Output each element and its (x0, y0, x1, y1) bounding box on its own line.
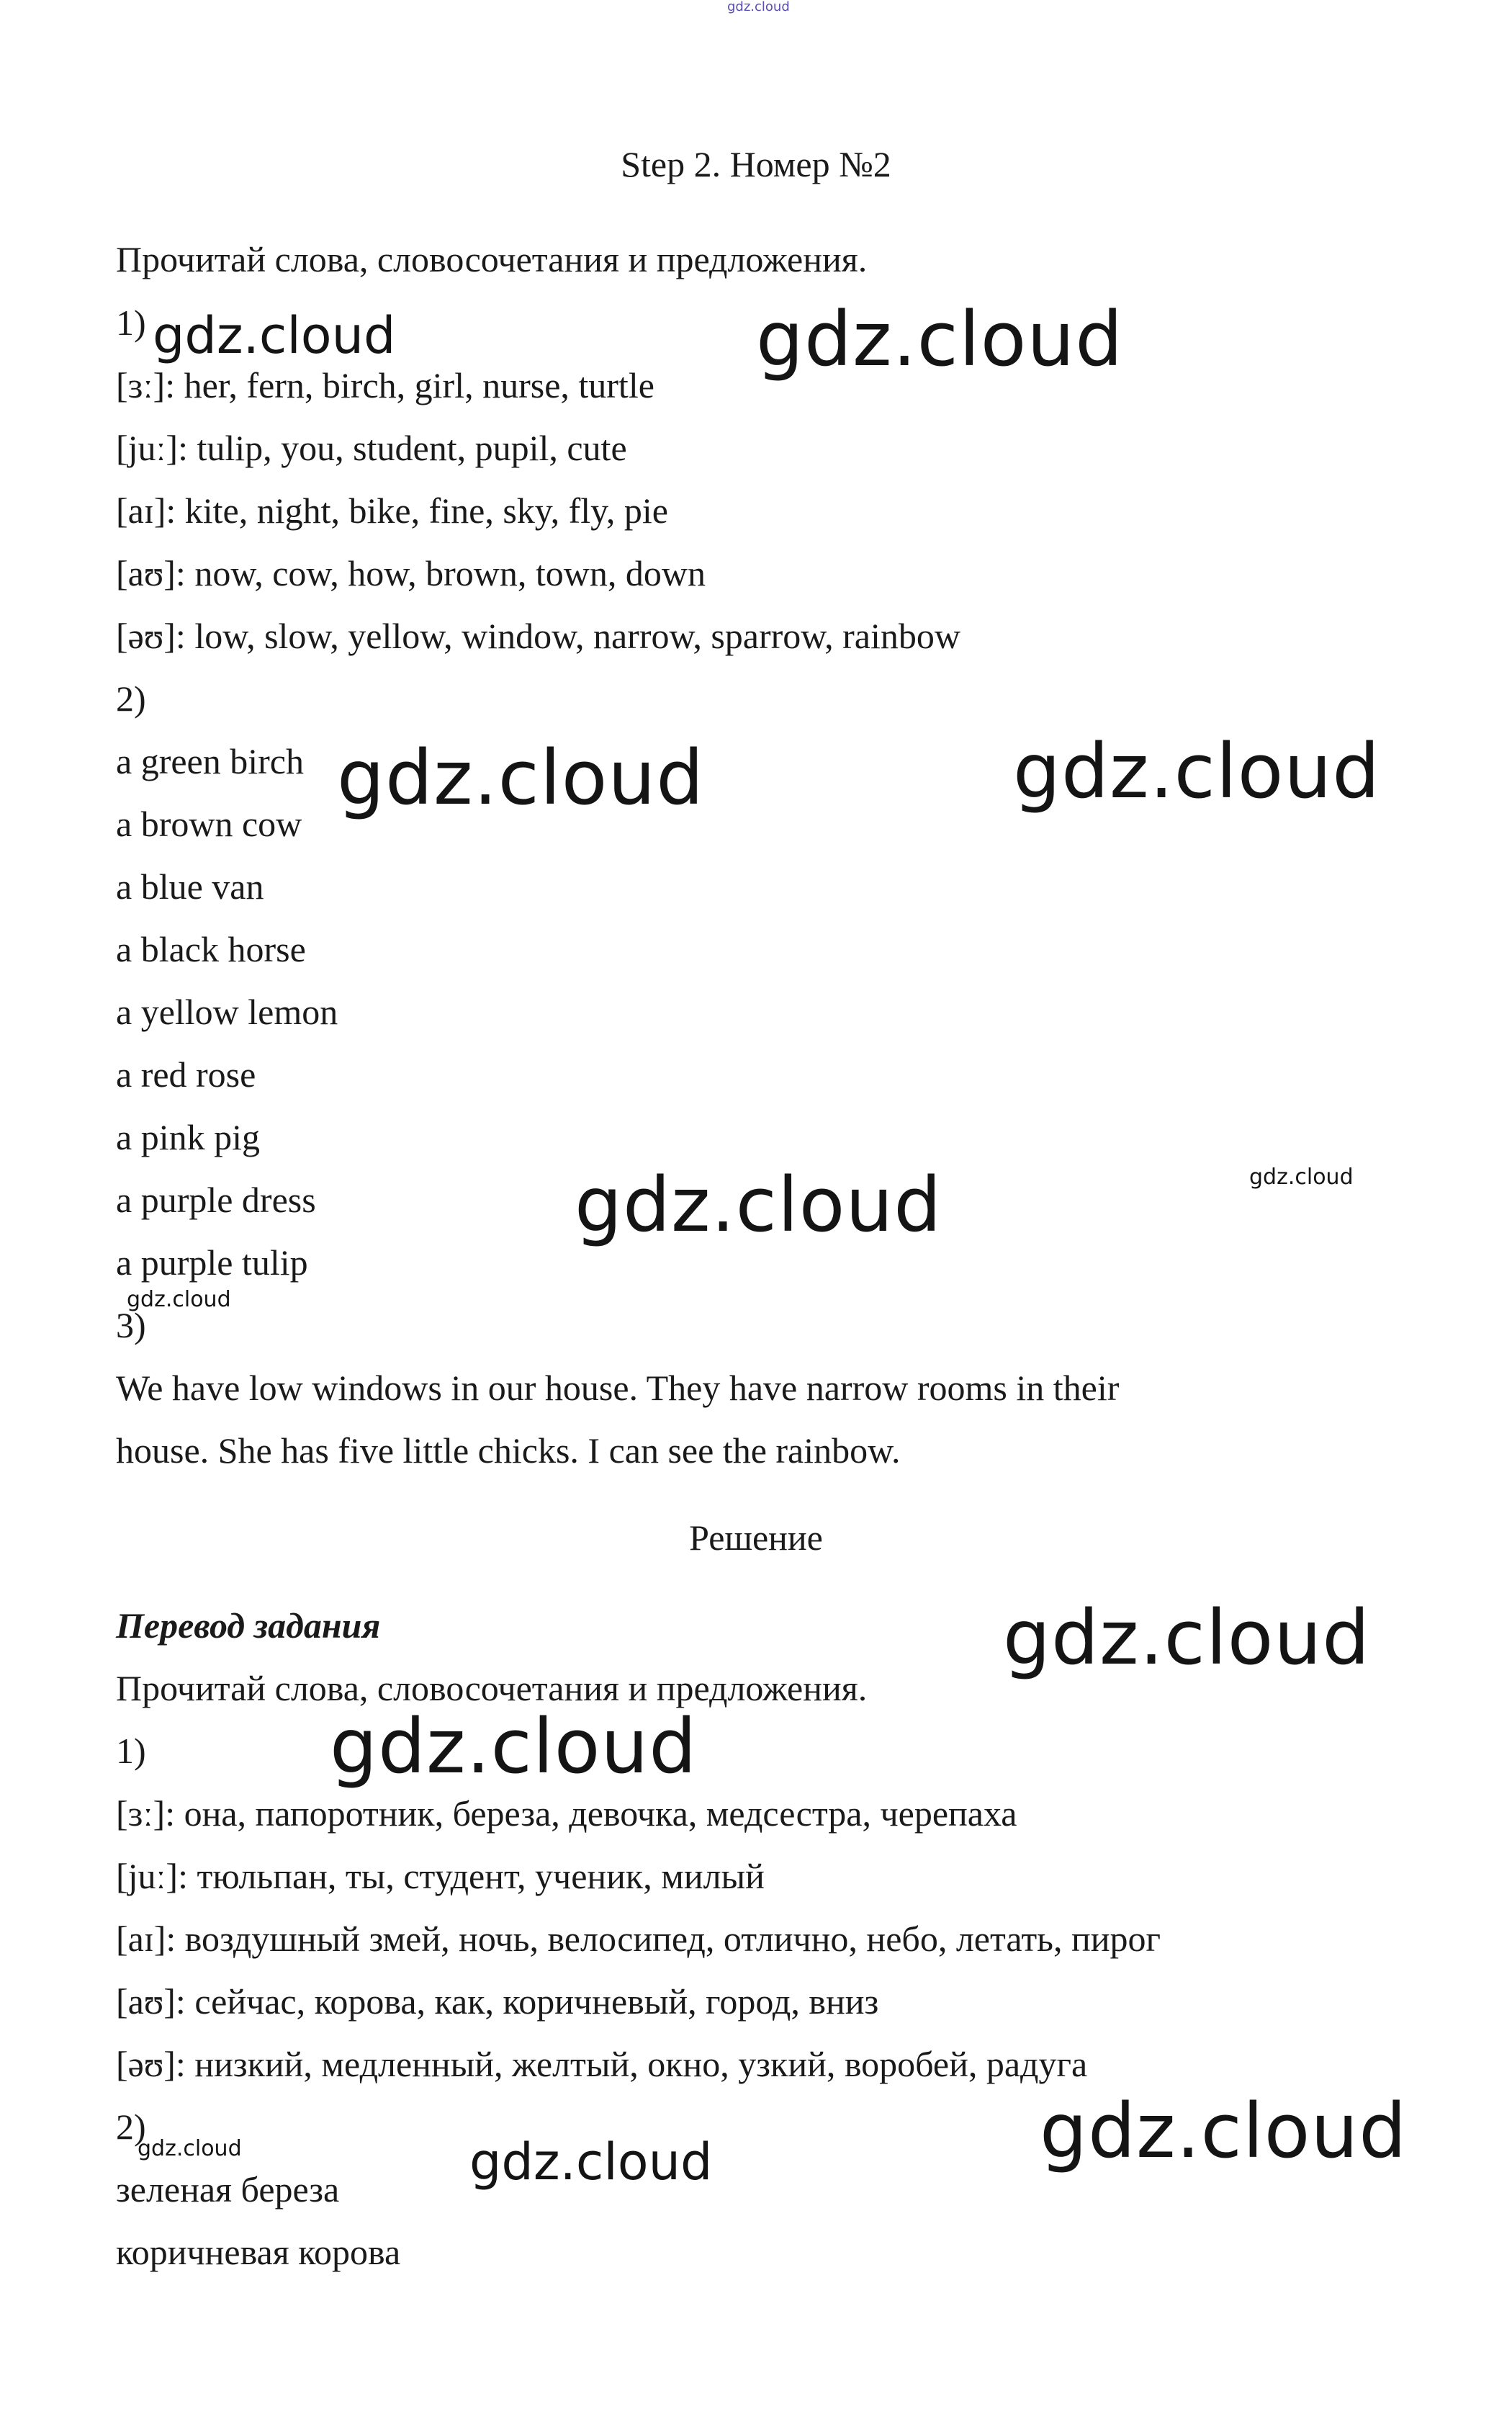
watermark: gdz.cloud (575, 1161, 942, 1249)
task-part1-line: [ɜː]: her, fern, birch, girl, nurse, turtle (116, 365, 654, 405)
task-part2-item: a red rose (116, 1054, 256, 1095)
watermark: gdz.cloud (330, 1703, 698, 1790)
solution-part1-line: [aʊ]: сейчас, корова, как, коричневый, город, вниз (116, 1981, 879, 2022)
task-part2-item: a blue van (116, 866, 264, 907)
solution-instruction: Прочитай слова, словосочетания и предложения. (116, 1668, 868, 1708)
watermark: gdz.cloud (1249, 1165, 1354, 1190)
solution-part1-label: 1) (116, 1731, 146, 1771)
task-part3-text: We have low windows in our house. They have narrow rooms in their (116, 1368, 1120, 1408)
task-part2-item: a black horse (116, 929, 306, 969)
watermark: gdz.cloud (153, 306, 396, 365)
task-part2-item: a purple tulip (116, 1242, 308, 1283)
task-part3-text: house. She has five little chicks. I can see the rainbow. (116, 1430, 901, 1471)
task-part2-label: 2) (116, 678, 146, 719)
task-part1-line: [aɪ]: kite, night, bike, fine, sky, fly, pie (116, 490, 668, 531)
solution-part1-line: [ɜː]: она, папоротник, береза, девочка, медсестра, черепаха (116, 1793, 1017, 1834)
watermark: gdz.cloud (1003, 1594, 1371, 1682)
task-part1-line: [juː]: tulip, you, student, pupil, cute (116, 428, 627, 468)
solution-heading: Решение (689, 1517, 823, 1558)
watermark: gdz.cloud (1040, 2087, 1408, 2175)
watermark: gdz.cloud (337, 734, 705, 822)
task-part2-item: a brown cow (116, 804, 302, 844)
task-instruction: Прочитай слова, словосочетания и предложения. (116, 239, 868, 279)
watermark: gdz.cloud (727, 0, 790, 14)
watermark: gdz.cloud (756, 295, 1124, 383)
solution-part1-line: [juː]: тюльпан, ты, студент, ученик, милый (116, 1856, 765, 1896)
translation-heading: Перевод задания (116, 1605, 381, 1646)
solution-part1-line: [əʊ]: низкий, медленный, желтый, окно, узкий, воробей, радуга (116, 2044, 1088, 2084)
task-part2-item: a green birch (116, 741, 304, 781)
solution-part2-item: зеленая береза (116, 2169, 340, 2210)
watermark: gdz.cloud (1013, 727, 1381, 815)
watermark: gdz.cloud (127, 1287, 231, 1312)
task-part2-item: a pink pig (116, 1117, 260, 1157)
task-part1-label: 1) (116, 302, 146, 343)
task-part2-item: a yellow lemon (116, 992, 338, 1032)
watermark: gdz.cloud (138, 2136, 242, 2161)
watermark: gdz.cloud (469, 2132, 713, 2192)
solution-part2-item: коричневая корова (116, 2232, 401, 2272)
page-title: Step 2. Номер №2 (621, 144, 891, 184)
task-part1-line: [əʊ]: low, slow, yellow, window, narrow, sparrow, rainbow (116, 616, 960, 656)
task-part2-item: a purple dress (116, 1180, 316, 1220)
solution-part1-line: [aɪ]: воздушный змей, ночь, велосипед, отлично, небо, летать, пирог (116, 1919, 1161, 1959)
task-part3-label: 3) (116, 1305, 146, 1345)
task-part1-line: [aʊ]: now, cow, how, brown, town, down (116, 553, 706, 593)
solution-part2-label: 2) (116, 2107, 146, 2147)
